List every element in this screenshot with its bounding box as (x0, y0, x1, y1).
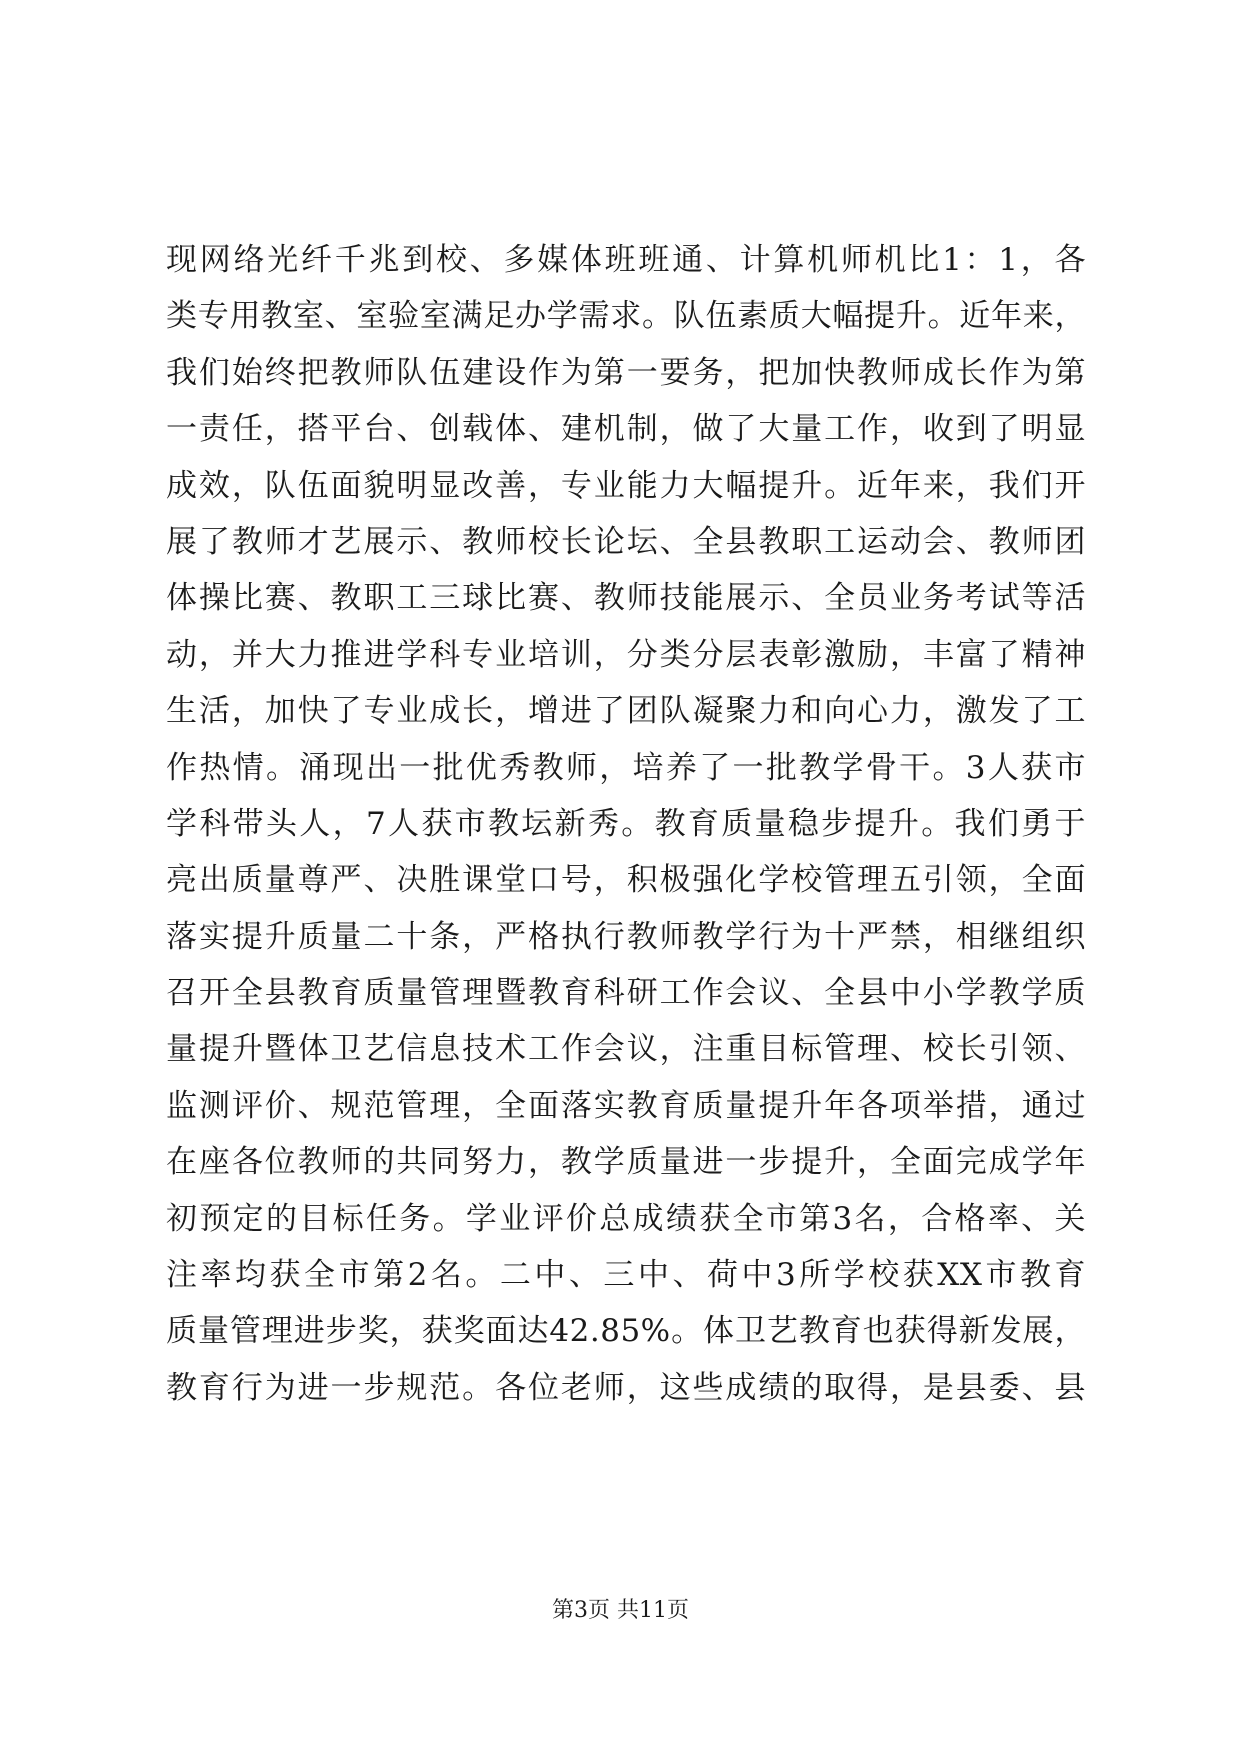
page-number-footer: 第3页 共11页 (552, 1598, 689, 1623)
text-line: 召开全县教育质量管理暨教育科研工作会议、全县中小学教学质 (166, 975, 1086, 1012)
text-line: 质量管理进步奖，获奖面达42.85%。体卫艺教育也获得新发展， (166, 1313, 1086, 1350)
text-line: 在座各位教师的共同努力，教学质量进一步提升，全面完成学年 (166, 1144, 1086, 1181)
body-paragraph (166, 232, 1086, 1416)
text-line: 一责任，搭平台、创载体、建机制，做了大量工作，收到了明显 (166, 411, 1086, 448)
text-line: 成效，队伍面貌明显改善，专业能力大幅提升。近年来，我们开 (166, 467, 1086, 504)
text-line: 注率均获全市第2名。二中、三中、荷中3所学校获XX市教育 (166, 1257, 1086, 1294)
text-line: 量提升暨体卫艺信息技术工作会议，注重目标管理、校长引领、 (166, 1031, 1086, 1068)
text-line: 体操比赛、教职工三球比赛、教师技能展示、全员业务考试等活 (166, 580, 1086, 617)
text-line: 亮出质量尊严、决胜课堂口号，积极强化学校管理五引领，全面 (166, 862, 1086, 899)
text-line: 初预定的目标任务。学业评价总成绩获全市第3名，合格率、关 (166, 1200, 1086, 1237)
text-line: 生活，加快了专业成长，增进了团队凝聚力和向心力，激发了工 (166, 693, 1086, 730)
text-line: 类专用教室、室验室满足办学需求。队伍素质大幅提升。近年来， (166, 298, 1086, 335)
text-line: 现网络光纤千兆到校、多媒体班班通、计算机师机比1：1，各 (166, 242, 1086, 278)
text-line: 教育行为进一步规范。各位老师，这些成绩的取得，是县委、县 (166, 1369, 1086, 1406)
text-line: 学科带头人，7人获市教坛新秀。教育质量稳步提升。我们勇于 (166, 805, 1086, 842)
text-line: 展了教师才艺展示、教师校长论坛、全县教职工运动会、教师团 (166, 523, 1086, 560)
text-line: 动，并大力推进学科专业培训，分类分层表彰激励，丰富了精神 (166, 636, 1086, 673)
text-line: 我们始终把教师队伍建设作为第一要务，把加快教师成长作为第 (166, 354, 1086, 391)
text-line: 监测评价、规范管理，全面落实教育质量提升年各项举措，通过 (166, 1087, 1086, 1124)
text-line: 作热情。涌现出一批优秀教师，培养了一批教学骨干。3人获市 (166, 749, 1086, 786)
text-line: 落实提升质量二十条，严格执行教师教学行为十严禁，相继组织 (166, 918, 1086, 955)
